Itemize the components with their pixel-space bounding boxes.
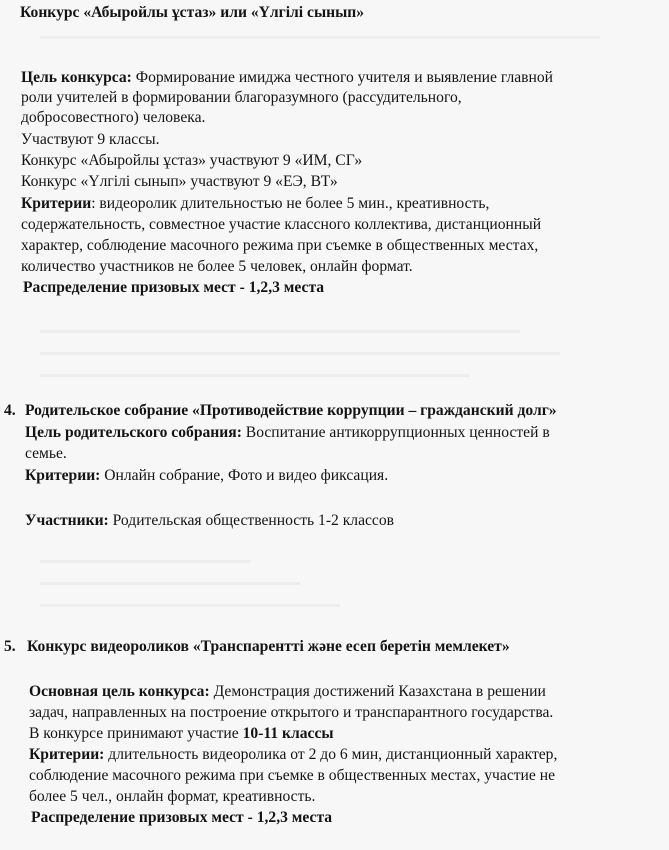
goal-line: роли учителей в формировании благоразумного (рассудительного,	[21, 89, 462, 106]
participants-line	[25, 511, 394, 531]
classes-value: 10-11 классы	[242, 725, 334, 742]
criteria-line	[29, 745, 557, 765]
bleed-through-mark	[40, 36, 600, 39]
prizes-line: Распределение призовых мест - 1,2,3 места	[31, 809, 333, 826]
criteria-line: содержательность, совместное участие классного коллектива, дистанционный	[21, 216, 542, 233]
bleed-through-mark	[40, 352, 560, 355]
goal-line: добросовестного) человека.	[21, 109, 206, 126]
criteria-label: Критерии:	[25, 467, 101, 484]
goal-text: Формирование имиджа честного учителя и выявление главной	[135, 69, 553, 86]
participants-label: Участники:	[25, 512, 109, 529]
prizes-line: Распределение призовых мест - 1,2,3 места	[23, 279, 325, 296]
goal-label: Цель конкурса:	[21, 69, 132, 86]
section-number: 5.	[4, 638, 16, 655]
classes-line	[29, 724, 334, 744]
goal-text: Демонстрация достижений Казахстана в решении	[209, 683, 546, 700]
criteria-text: длительность видеоролика от 2 до 6 мин, дистанционный характер,	[104, 746, 558, 763]
goal-line	[21, 68, 553, 88]
goal-line	[29, 682, 546, 702]
criteria-line: соблюдение масочного режима при съемке в общественных местах, участие не	[29, 767, 555, 784]
bleed-through-mark	[40, 604, 340, 607]
section-title: Конкурс видеороликов «Транспарентті және есеп беретін мемлекет»	[27, 638, 510, 655]
criteria-line	[21, 194, 489, 214]
bleed-through-mark	[40, 374, 470, 377]
section-title: Конкурс «Абыройлы ұстаз» или «Үлгілі сынып»	[20, 4, 365, 21]
goal-label: Цель родительского собрания:	[25, 424, 242, 441]
contest-line: Конкурс «Үлгілі сынып» участвуют 9 «ЕЭ, ВТ»	[21, 173, 338, 190]
bleed-through-mark	[40, 330, 520, 333]
participants-text: Родительская общественность 1-2 классов	[108, 512, 395, 529]
contest-line: Конкурс «Абыройлы ұстаз» участвуют 9 «ИМ, СГ»	[21, 152, 363, 169]
criteria-text: : видеоролик длительностью не более 5 мин., креативность,	[91, 195, 490, 212]
participants-text: Участвуют 9 классы.	[21, 131, 160, 148]
goal-line: задач, направленных на построение открытого и транспарантного государства.	[29, 704, 554, 721]
goal-label: Основная цель конкурса:	[29, 683, 210, 700]
bleed-through-mark	[40, 560, 250, 563]
criteria-line: количество участников не более 5 человек, онлайн формат.	[21, 258, 413, 275]
section-title: Родительское собрание «Противодействие коррупции – гражданский долг»	[25, 402, 557, 419]
criteria-line: более 5 чел., онлайн формат, креативность.	[29, 788, 316, 805]
criteria-label: Критерии	[21, 195, 92, 212]
bleed-through-mark	[40, 582, 300, 585]
goal-line: семье.	[25, 445, 67, 462]
classes-prefix: В конкурсе принимают участие	[29, 725, 243, 742]
goal-text: Воспитание антикоррупционных ценностей в	[241, 424, 550, 441]
criteria-line	[25, 466, 388, 486]
criteria-label: Критерии:	[29, 746, 105, 763]
criteria-text: Онлайн собрание, Фото и видео фиксация.	[100, 467, 389, 484]
criteria-line: характер, соблюдение масочного режима при съемке в общественных местах,	[21, 237, 539, 254]
section-number: 4.	[4, 402, 16, 419]
goal-line	[25, 423, 550, 443]
